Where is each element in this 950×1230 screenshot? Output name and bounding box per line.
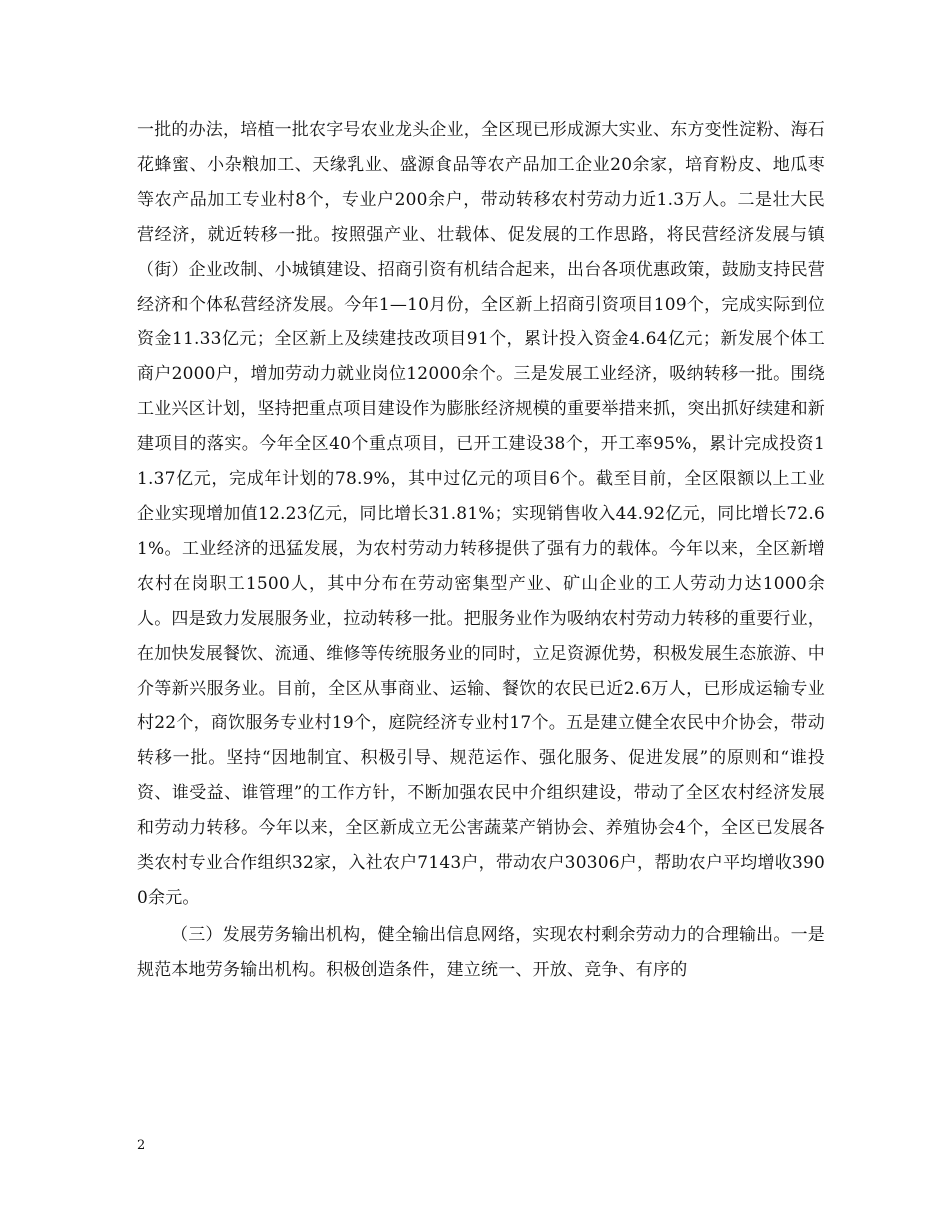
paragraph-2: （三）发展劳务输出机构，健全输出信息网络，实现农村剩余劳动力的合理输出。一是规范本地劳务输出机构。积极创造条件，建立统一、开放、竞争、有序的: [137, 924, 825, 980]
document-body: [137, 113, 825, 988]
paragraph-1: 一批的办法，培植一批农字号农业龙头企业，全区现已形成源大实业、东方变性淀粉、海石花蜂蜜、小杂粮加工、天缘乳业、盛源食品等农产品加工企业20余家，培育粉皮、地瓜枣等农产品加工专业村8个，专业户200余户，带动转移农村劳动力近1.3万人。二是壮大民营经济，就近转移一批。按照强产业、壮载体、促发展的工作思路，将民营经济发展与镇（街）企业改制、小城镇建设、招商引资有机结合起来，出台各项优惠政策，鼓励支持民营经济和个体私营经济发展。今年1—10月份，全区新上招商引资项目109个，完成实际到位资金11.33亿元；全区新上及续建技改项目91个，累计投入资金4.64亿元；新发展个体工商户2000户，增加劳动力就业岗位12000余个。三是发展工业经济，吸纳转移一批。围绕工业兴区计划，坚持把重点项目建设作为膨胀经济规模的重要举措来抓，突出抓好续建和新建项目的落实。今年全区40个重点项目，已开工建设38个，开工率95%，累计完成投资11.37亿元，完成年计划的78.9%，其中过亿元的项目6个。截至目前，全区限额以上工业企业实现增加值12.23亿元，同比增长31.81%；实现销售收入44.92亿元，同比增长72.61%。工业经济的迅猛发展，为农村劳动力转移提供了强有力的载体。今年以来，全区新增农村在岗职工1500人，其中分布在劳动密集型产业、矿山企业的工人劳动力达1000余人。四是致力发展服务业，拉动转移一批。把服务业作为吸纳农村劳动力转移的重要行业，在加快发展餐饮、流通、维修等传统服务业的同时，立足资源优势，积极发展生态旅游、中介等新兴服务业。目前，全区从事商业、运输、餐饮的农民已近2.6万人，已形成运输专业村22个，商饮服务专业村19个，庭院经济专业村17个。五是建立健全农民中介协会，带动转移一批。坚持“因地制宜、积极引导、规范运作、强化服务、促进发展”的原则和“谁投资、谁受益、谁管理”的工作方针，不断加强农民中介组织建设，带动了全区农村经济发展和劳动力转移。今年以来，全区新成立无公害蔬菜产销协会、养殖协会4个，全区已发展各类农村专业合作组织32家，入社农户7143户，带动农户30306户，帮助农户平均增收3900余元。: [137, 120, 825, 908]
page-number: 2: [137, 1138, 146, 1153]
